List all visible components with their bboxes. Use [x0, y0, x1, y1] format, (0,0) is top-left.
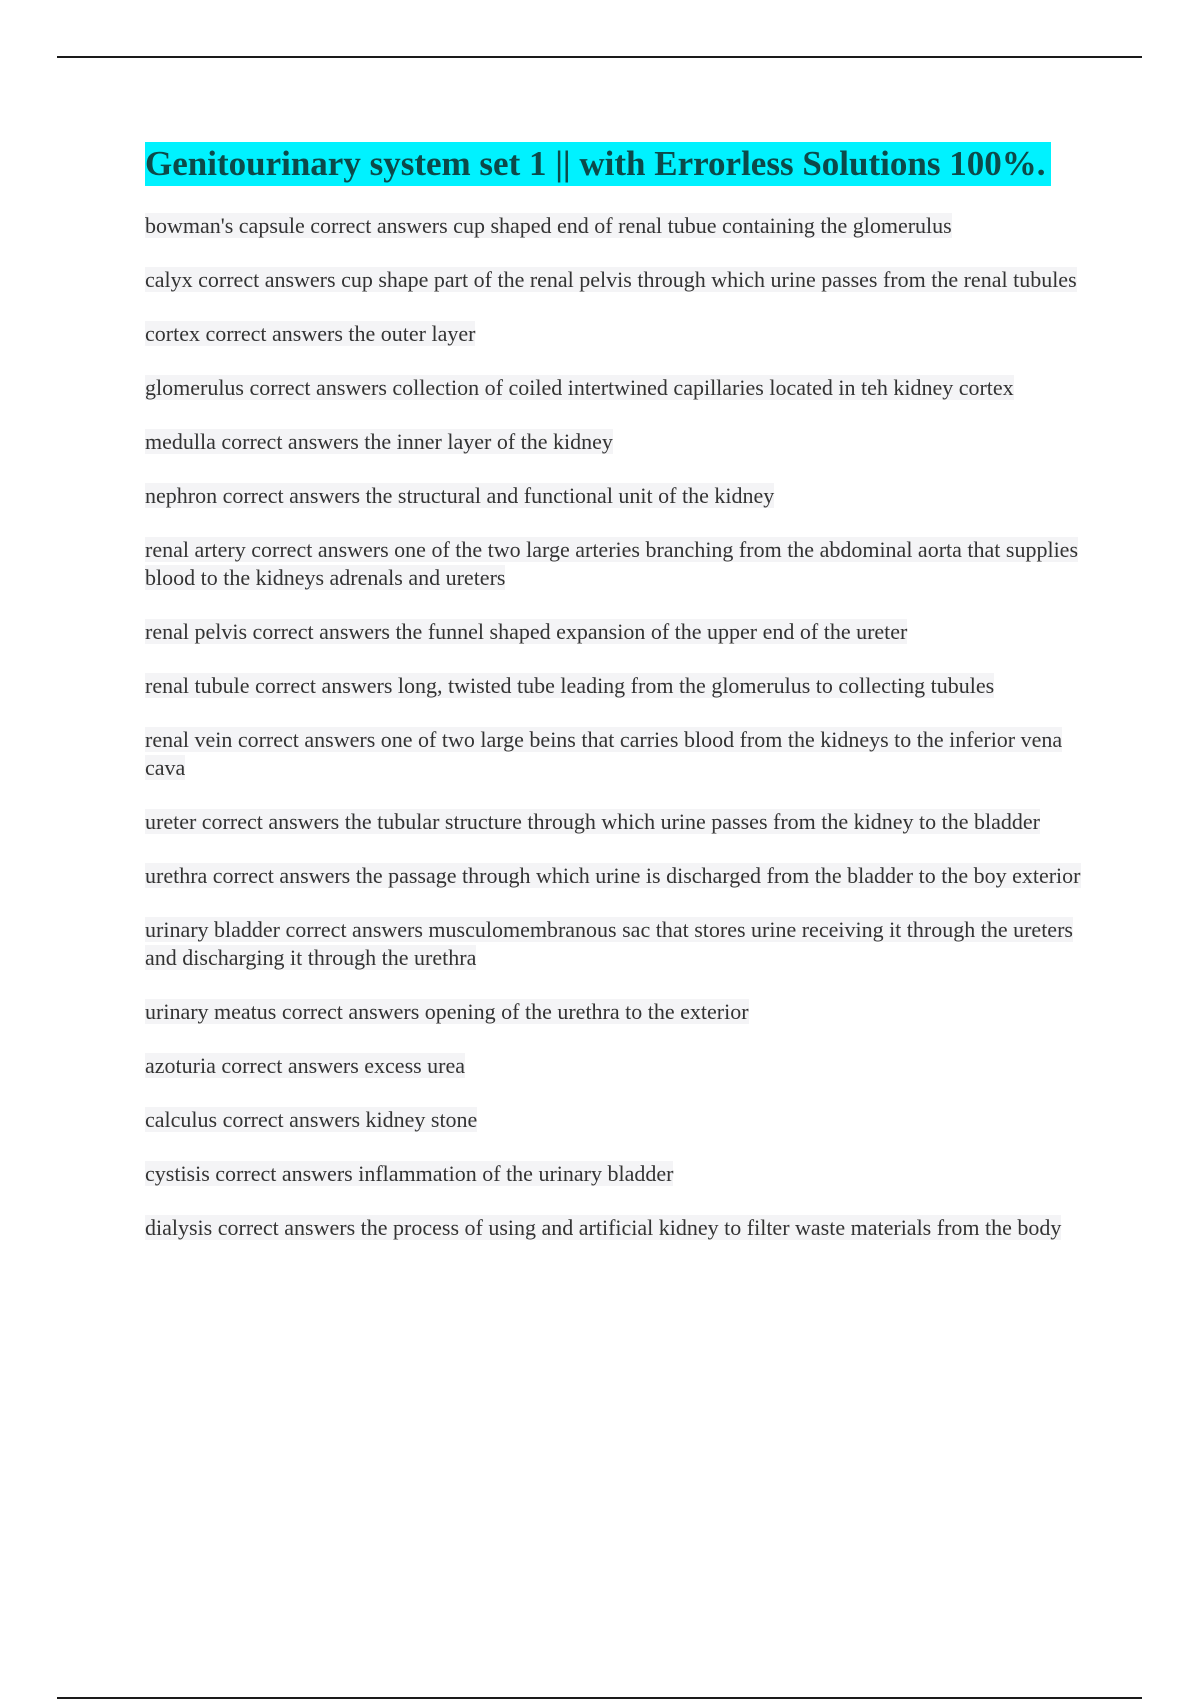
glossary-entry-text: renal tubule correct answers long, twisted tube leading from the glomerulus to collecting tubules: [145, 673, 995, 698]
glossary-entry-text: glomerulus correct answers collection of coiled intertwined capillaries located in teh kidney cortex: [145, 375, 1014, 400]
glossary-entry-text: nephron correct answers the structural and functional unit of the kidney: [145, 483, 775, 508]
glossary-entry: [145, 618, 1090, 646]
glossary-entry-text: cystisis correct answers inflammation of the urinary bladder: [145, 1161, 674, 1186]
glossary-entry: [145, 212, 1090, 240]
glossary-entry-text: calyx correct answers cup shape part of the renal pelvis through which urine passes from the renal tubules: [145, 267, 1077, 292]
glossary-entry: [145, 998, 1090, 1026]
glossary-entry-text: bowman's capsule correct answers cup shaped end of renal tubue containing the glomerulus: [145, 213, 952, 238]
glossary-entry: [145, 916, 1090, 972]
glossary-entry-text: medulla correct answers the inner layer of the kidney: [145, 429, 613, 454]
glossary-entry-text: renal vein correct answers one of two large beins that carries blood from the kidneys to the inferior vena cava: [145, 727, 1063, 780]
glossary-entry-text: cortex correct answers the outer layer: [145, 321, 476, 346]
glossary-entry: [145, 482, 1090, 510]
glossary-entry-text: azoturia correct answers excess urea: [145, 1053, 466, 1078]
glossary-entry-text: dialysis correct answers the process of using and artificial kidney to filter waste materials from the body: [145, 1215, 1062, 1240]
document-title: Genitourinary system set 1 || with Errorless Solutions 100%.: [145, 142, 1051, 186]
glossary-entry: [145, 1106, 1090, 1134]
glossary-entry: [145, 374, 1090, 402]
glossary-entry: [145, 672, 1090, 700]
glossary-entry: [145, 320, 1090, 348]
top-divider: [57, 56, 1142, 58]
glossary-entry: [145, 1214, 1090, 1242]
glossary-entry-text: urinary meatus correct answers opening of the urethra to the exterior: [145, 999, 749, 1024]
glossary-entry: [145, 808, 1090, 836]
glossary-entry-text: urinary bladder correct answers musculomembranous sac that stores urine receiving it through the ureters and discharging it through the urethra: [145, 917, 1073, 970]
glossary-entry-text: renal artery correct answers one of the two large arteries branching from the abdominal aorta that supplies blood to the kidneys adrenals and ureters: [145, 537, 1079, 590]
glossary-entry: [145, 1052, 1090, 1080]
document-body: [145, 142, 1090, 1268]
glossary-list: [145, 212, 1090, 1242]
glossary-entry: [145, 726, 1090, 782]
glossary-entry: [145, 266, 1090, 294]
glossary-entry-text: urethra correct answers the passage through which urine is discharged from the bladder to the boy exterior: [145, 863, 1081, 888]
glossary-entry: [145, 862, 1090, 890]
glossary-entry: [145, 428, 1090, 456]
glossary-entry: [145, 1160, 1090, 1188]
bottom-divider: [57, 1697, 1142, 1699]
glossary-entry-text: ureter correct answers the tubular structure through which urine passes from the kidney to the bladder: [145, 809, 1040, 834]
glossary-entry: [145, 536, 1090, 592]
glossary-entry-text: renal pelvis correct answers the funnel shaped expansion of the upper end of the ureter: [145, 619, 908, 644]
glossary-entry-text: calculus correct answers kidney stone: [145, 1107, 478, 1132]
